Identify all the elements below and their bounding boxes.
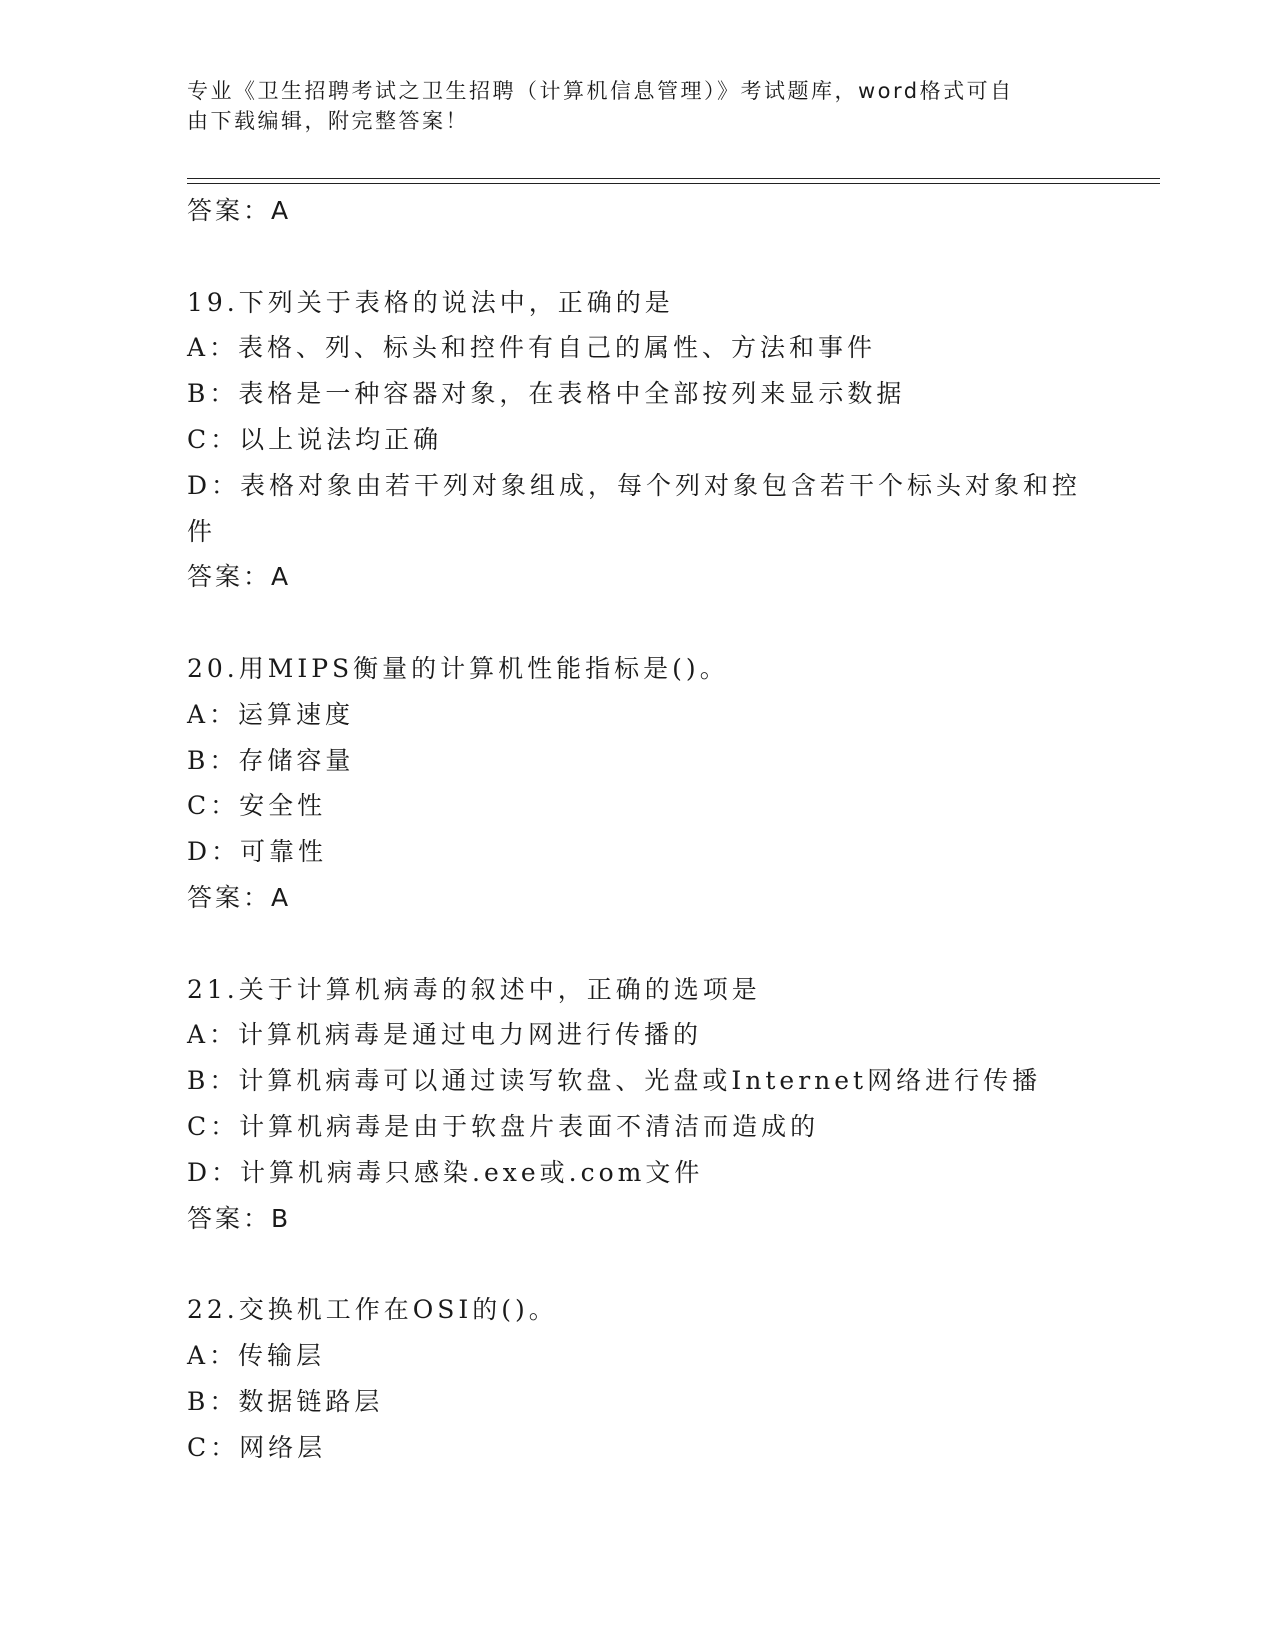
spacer — [187, 921, 1087, 967]
question-21 — [187, 967, 1087, 1242]
option-c: C：安全性 — [187, 791, 327, 821]
spacer — [187, 1241, 1087, 1287]
question-list — [187, 188, 1087, 1470]
question-stem: 22.交换机工作在OSI的()。 — [187, 1295, 558, 1325]
previous-answer: 答案：A — [187, 196, 292, 225]
option-a: A：表格、列、标头和控件有自己的属性、方法和事件 — [187, 333, 877, 363]
option-a: A：传输层 — [187, 1340, 326, 1370]
question-20 — [187, 646, 1087, 921]
answer: 答案：A — [187, 562, 292, 592]
question-19 — [187, 280, 1087, 601]
document-header — [187, 76, 1087, 136]
spacer — [187, 600, 1087, 646]
option-c: C：计算机病毒是由于软盘片表面不清洁而造成的 — [187, 1111, 820, 1141]
option-a: A：运算速度 — [187, 699, 355, 729]
option-d-continued: 件 — [187, 516, 217, 546]
option-b: B：计算机病毒可以通过读写软盘、光盘或Internet网络进行传播 — [187, 1066, 1042, 1096]
option-b: B：数据链路层 — [187, 1386, 384, 1416]
option-c: C：以上说法均正确 — [187, 424, 443, 454]
option-b: B：表格是一种容器对象，在表格中全部按列来显示数据 — [187, 379, 906, 409]
option-d: D：表格对象由若干列对象组成，每个列对象包含若干个标头对象和控 — [187, 470, 1082, 500]
option-d: D：可靠性 — [187, 837, 328, 867]
header-divider-bottom — [187, 183, 1160, 184]
spacer — [187, 234, 1087, 280]
header-divider-top — [187, 178, 1160, 179]
question-22 — [187, 1287, 1087, 1470]
question-stem: 21.关于计算机病毒的叙述中，正确的选项是 — [187, 974, 761, 1004]
question-stem: 20.用MIPS衡量的计算机性能指标是()。 — [187, 653, 729, 683]
option-c: C：网络层 — [187, 1432, 327, 1462]
option-b: B：存储容量 — [187, 745, 355, 775]
answer: 答案：B — [187, 1203, 292, 1233]
answer: 答案：A — [187, 882, 292, 912]
option-a: A：计算机病毒是通过电力网进行传播的 — [187, 1020, 703, 1050]
header-line-2: 由下载编辑，附完整答案！ — [187, 109, 469, 133]
option-d: D：计算机病毒只感染.exe或.com文件 — [187, 1157, 704, 1187]
question-stem: 19.下列关于表格的说法中，正确的是 — [187, 287, 674, 317]
header-line-1: 专业《卫生招聘考试之卫生招聘（计算机信息管理）》考试题库，word格式可自 — [187, 79, 1014, 103]
